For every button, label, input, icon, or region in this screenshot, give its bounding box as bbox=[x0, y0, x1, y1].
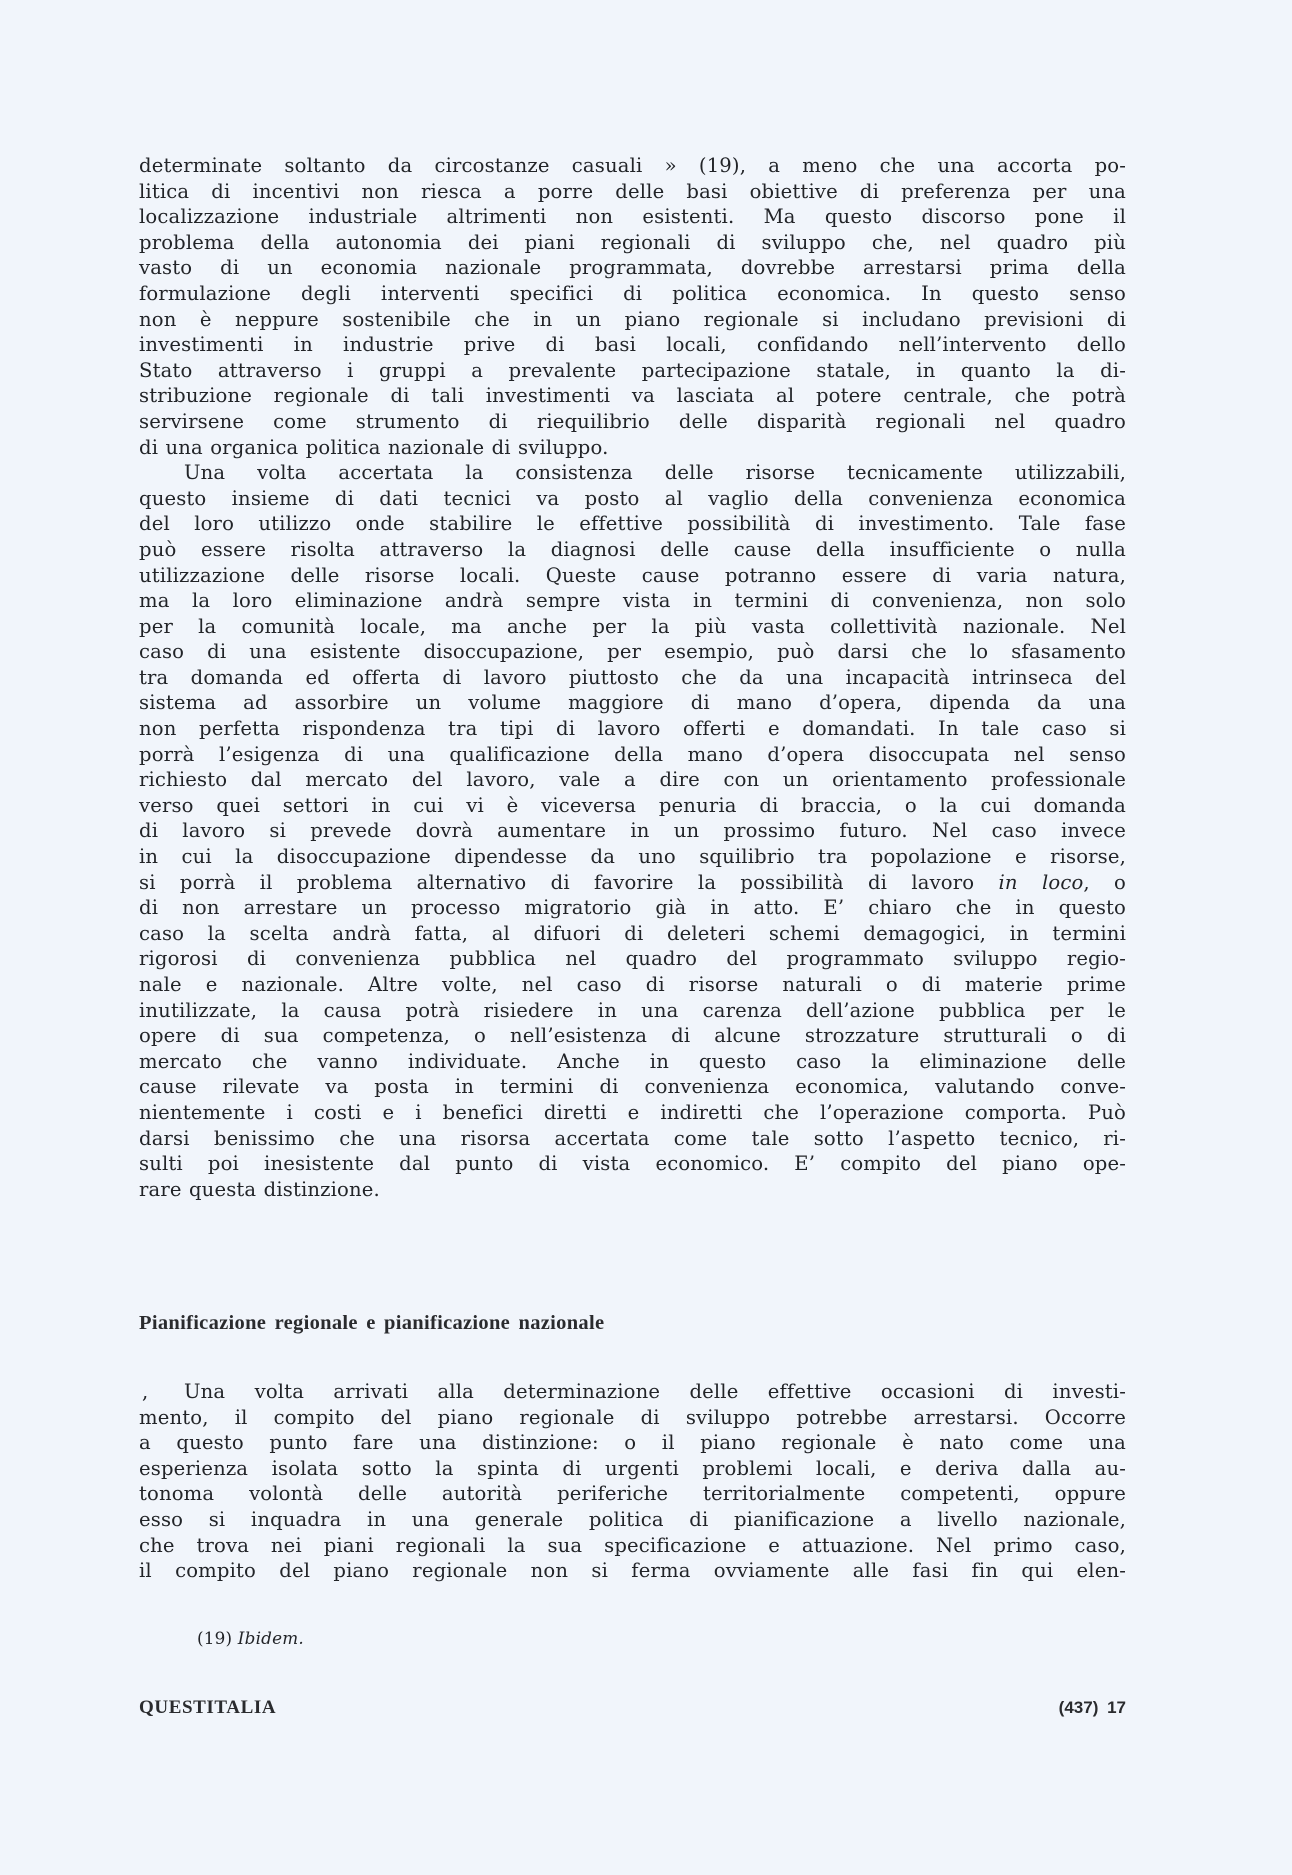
text-line: rare questa distinzione. bbox=[139, 1177, 380, 1201]
text-line: di una organica politica nazionale di sviluppo. bbox=[139, 435, 609, 459]
text-line: inutilizzate, la causa potrà risiedere in una carenza dell’azione pubblica per le bbox=[139, 998, 1126, 1022]
text-line: in cui la disoccupazione dipendesse da uno squilibrio tra popolazione e risorse, bbox=[139, 845, 1126, 869]
text-line: problema della autonomia dei piani regionali di sviluppo che, nel quadro più bbox=[139, 230, 1126, 254]
text-line: può essere risolta attraverso la diagnosi delle cause della insufficiente o nulla bbox=[139, 537, 1126, 561]
body-text-section-2 bbox=[139, 1379, 1126, 1584]
text-line: mento, il compito del piano regionale di sviluppo potrebbe arrestarsi. Occorre bbox=[139, 1405, 1126, 1429]
page-number: (437) 17 bbox=[1058, 1698, 1126, 1717]
text-line: litica di incentivi non riesca a porre delle basi obiettive di preferenza per una bbox=[139, 179, 1126, 203]
italic-phrase: in loco bbox=[998, 870, 1084, 894]
footnote bbox=[197, 1628, 304, 1648]
paragraph bbox=[139, 460, 1126, 1202]
text-line: esperienza isolata sotto la spinta di urgenti problemi locali, e deriva dalla au- bbox=[139, 1456, 1126, 1480]
section-heading: Pianificazione regionale e pianificazione nazionale bbox=[139, 1312, 605, 1334]
journal-name: QUESTITALIA bbox=[139, 1697, 277, 1718]
text-line: localizzazione industriale altrimenti non esistenti. Ma questo discorso pone il bbox=[139, 205, 1126, 229]
text-line: a questo punto fare una distinzione: o il piano regionale è nato come una bbox=[139, 1431, 1126, 1455]
paragraph bbox=[139, 1379, 1126, 1584]
text-line: rigorosi di convenienza pubblica nel quadro del programmato sviluppo regio- bbox=[139, 947, 1126, 971]
text-line: non perfetta rispondenza tra tipi di lavoro offerti e domandati. In tale caso si bbox=[139, 717, 1126, 741]
text-line: Una volta accertata la consistenza delle risorse tecnicamente utilizzabili, bbox=[184, 461, 1126, 485]
text-line: che trova nei piani regionali la sua specificazione e attuazione. Nel primo caso, bbox=[139, 1533, 1126, 1557]
text-line: sistema ad assorbire un volume maggiore di mano d’opera, dipenda da una bbox=[139, 691, 1126, 715]
text-line: porrà l’esigenza di una qualificazione della mano d’opera disoccupata nel senso bbox=[139, 742, 1126, 766]
text-line-with-italic bbox=[139, 870, 1126, 896]
text-line: utilizzazione delle risorse locali. Queste cause potranno essere di varia natura, bbox=[139, 563, 1126, 587]
text-line: non è neppure sostenibile che in un piano regionale si includano previsioni di bbox=[139, 307, 1126, 331]
text-line: servirsene come strumento di riequilibrio delle disparità regionali nel quadro bbox=[139, 409, 1126, 433]
text-line: stribuzione regionale di tali investimenti va lasciata al potere centrale, che potrà bbox=[139, 384, 1126, 408]
text-line: di non arrestare un processo migratorio già in atto. E’ chiaro che in questo bbox=[139, 896, 1126, 920]
text-line: di lavoro si prevede dovrà aumentare in un prossimo futuro. Nel caso invece bbox=[139, 819, 1126, 843]
text-line: investimenti in industrie prive di basi locali, confidando nell’intervento dello bbox=[139, 333, 1126, 357]
footnote-number: (19) bbox=[197, 1628, 233, 1648]
text-line: mercato che vanno individuate. Anche in questo caso la eliminazione delle bbox=[139, 1049, 1126, 1073]
footnote-text: Ibidem. bbox=[237, 1628, 304, 1648]
text-line: caso la scelta andrà fatta, al difuori di deleteri schemi demagogici, in termini bbox=[139, 921, 1126, 945]
body-text-section-1 bbox=[139, 153, 1126, 1202]
text-line: esso si inquadra in una generale politica di pianificazione a livello nazionale, bbox=[139, 1507, 1126, 1531]
text-line: ma la loro eliminazione andrà sempre vista in termini di convenienza, non solo bbox=[139, 589, 1126, 613]
text-line: nientemente i costi e i benefici diretti e indiretti che l’operazione comporta. Può bbox=[139, 1100, 1126, 1124]
text-line: caso di una esistente disoccupazione, per esempio, può darsi che lo sfasamento bbox=[139, 640, 1126, 664]
text-line: il compito del piano regionale non si ferma ovviamente alle fasi fin qui elen- bbox=[139, 1559, 1126, 1583]
text-line: nale e nazionale. Altre volte, nel caso di risorse naturali o di materie prime bbox=[139, 973, 1126, 996]
text-segment: , o bbox=[1083, 870, 1127, 894]
text-line: del loro utilizzo onde stabilire le effettive possibilità di investimento. Tale fase bbox=[139, 512, 1126, 536]
text-line: darsi benissimo che una risorsa accertata come tale sotto l’aspetto tecnico, ri- bbox=[139, 1126, 1126, 1150]
text-line: cause rilevate va posta in termini di convenienza economica, valutando conve- bbox=[139, 1075, 1126, 1099]
text-line: per la comunità locale, ma anche per la più vasta collettività nazionale. Nel bbox=[139, 614, 1126, 638]
text-line: vasto di un economia nazionale programmata, dovrebbe arrestarsi prima della bbox=[139, 256, 1126, 280]
text-line: determinate soltanto da circostanze casuali » (19), a meno che una accorta po- bbox=[139, 154, 1126, 177]
text-line: tra domanda ed offerta di lavoro piuttosto che da una incapacità intrinseca del bbox=[139, 665, 1126, 689]
text-line: Stato attraverso i gruppi a prevalente partecipazione statale, in quanto la di- bbox=[139, 358, 1126, 382]
text-line: verso quei settori in cui vi è viceversa penuria di braccia, o la cui domanda bbox=[139, 793, 1126, 817]
text-line: tonoma volontà delle autorità periferiche territorialmente competenti, oppure bbox=[139, 1482, 1126, 1506]
text-line: Una volta arrivati alla determinazione delle effettive occasioni di investi- bbox=[184, 1380, 1126, 1403]
text-line: richiesto dal mercato del lavoro, vale a dire con un orientamento professionale bbox=[139, 768, 1126, 792]
stray-mark: , bbox=[142, 1380, 149, 1403]
paragraph bbox=[139, 153, 1126, 460]
text-segment: si porrà il problema alternativo di favorire la possibilità di lavoro bbox=[139, 870, 999, 894]
text-line: opere di sua competenza, o nell’esistenza di alcune strozzature strutturali o di bbox=[139, 1024, 1126, 1048]
text-line: questo insieme di dati tecnici va posto al vaglio della convenienza economica bbox=[139, 486, 1126, 510]
text-line: sulti poi inesistente dal punto di vista economico. E’ compito del piano ope- bbox=[139, 1152, 1126, 1176]
text-line: formulazione degli interventi specifici di politica economica. In questo senso bbox=[139, 281, 1126, 305]
